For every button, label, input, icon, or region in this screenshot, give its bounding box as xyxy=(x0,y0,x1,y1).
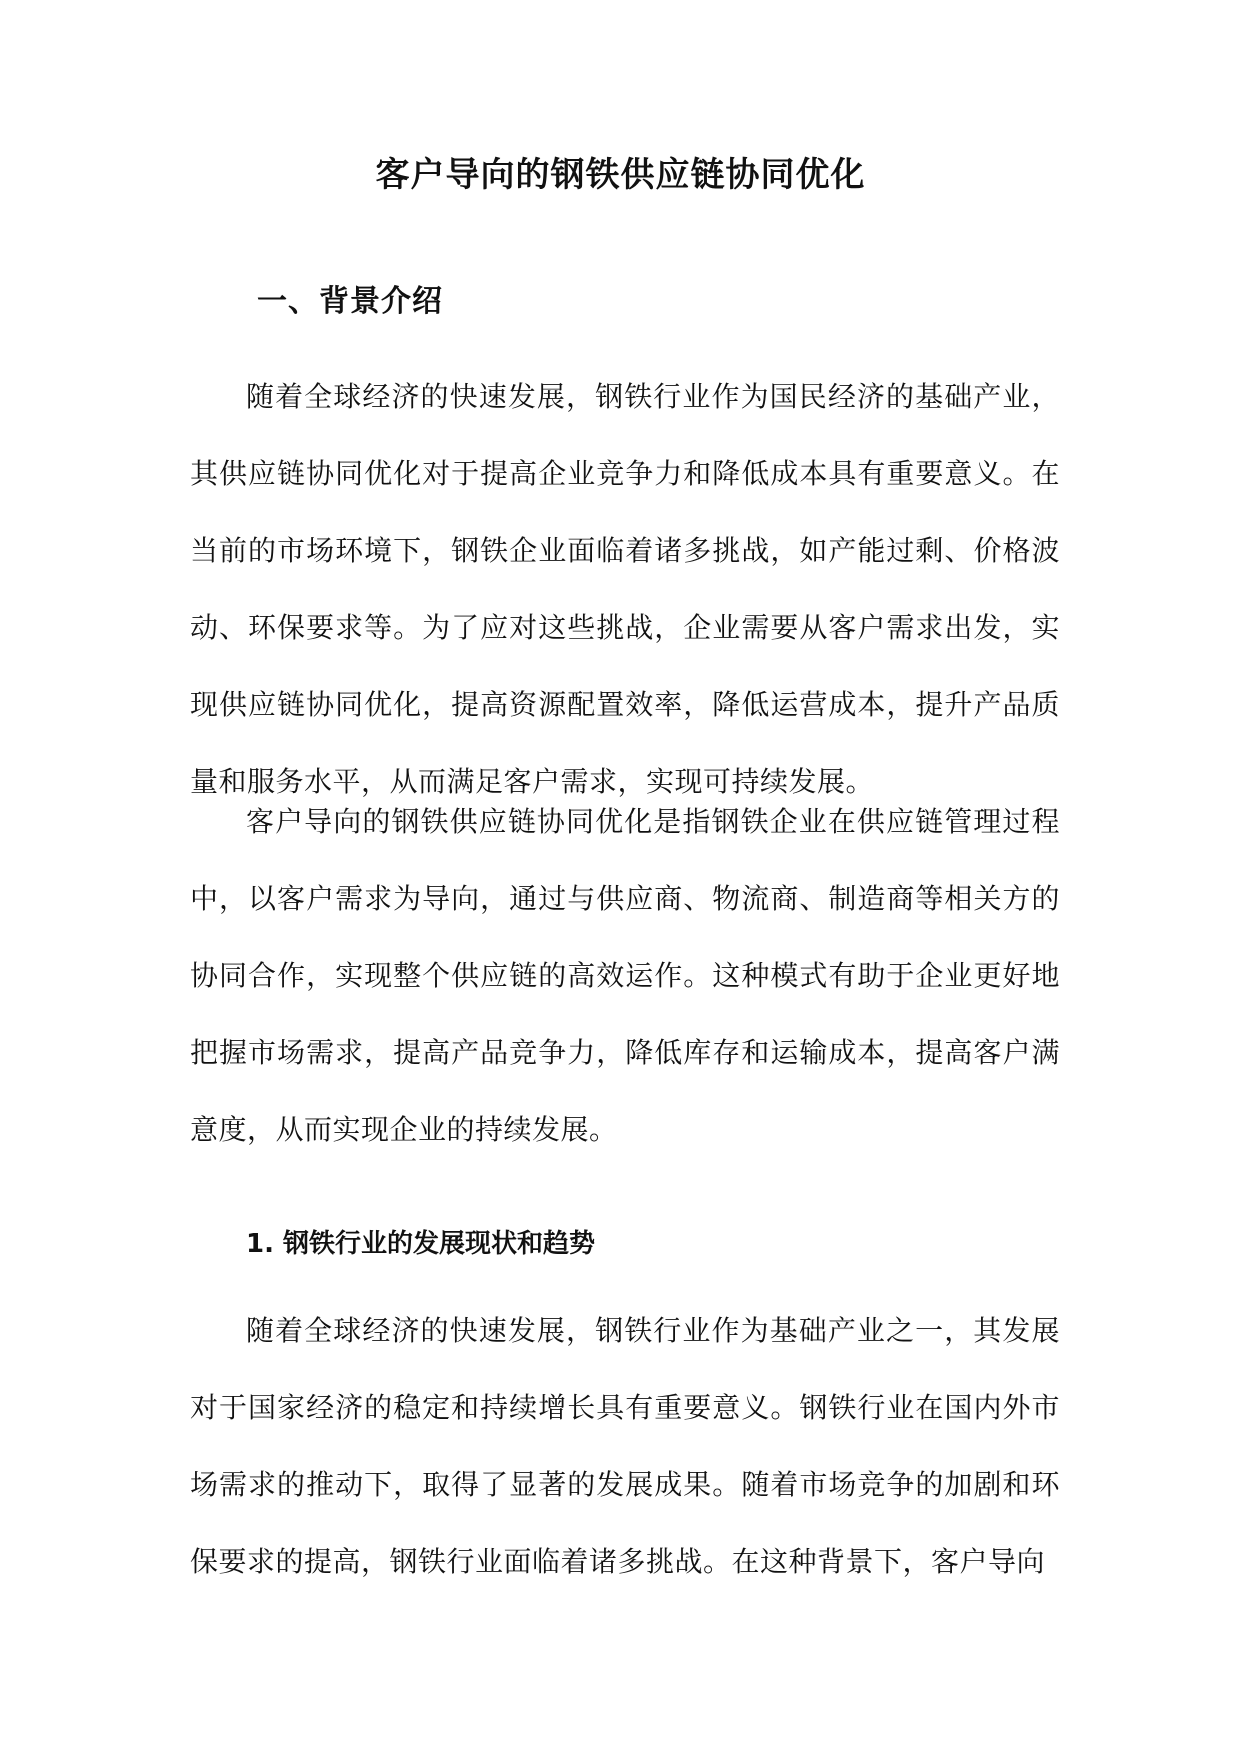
subsection-heading: 1. 钢铁行业的发展现状和趋势 xyxy=(246,1229,596,1259)
body-paragraph: 随着全球经济的快速发展，钢铁行业作为基础产业之一，其发展对于国家经济的稳定和持续增长具有重要意义。钢铁行业在国内外市场需求的推动下，取得了显著的发展成果。随着市场竞争的加剧和环保要求的提高，钢铁行业面临着诸多挑战。在这种背景下，客户导向 xyxy=(190,1314,1060,1578)
section-heading: 一、背景介绍 xyxy=(257,284,443,319)
body-paragraph: 随着全球经济的快速发展，钢铁行业作为国民经济的基础产业，其供应链协同优化对于提高企业竞争力和降低成本具有重要意义。在当前的市场环境下，钢铁企业面临着诸多挑战，如产能过剩、价格波动、环保要求等。为了应对这些挑战，企业需要从客户需求出发，实现供应链协同优化，提高资源配置效率，降低运营成本，提升产品质量和服务水平，从而满足客户需求，实现可持续发展。 xyxy=(190,380,1060,798)
body-paragraph: 客户导向的钢铁供应链协同优化是指钢铁企业在供应链管理过程中，以客户需求为导向，通过与供应商、物流商、制造商等相关方的协同合作，实现整个供应链的高效运作。这种模式有助于企业更好地把握市场需求，提高产品竞争力，降低库存和运输成本，提高客户满意度，从而实现企业的持续发展。 xyxy=(190,805,1060,1146)
document-title: 客户导向的钢铁供应链协同优化 xyxy=(375,155,866,195)
